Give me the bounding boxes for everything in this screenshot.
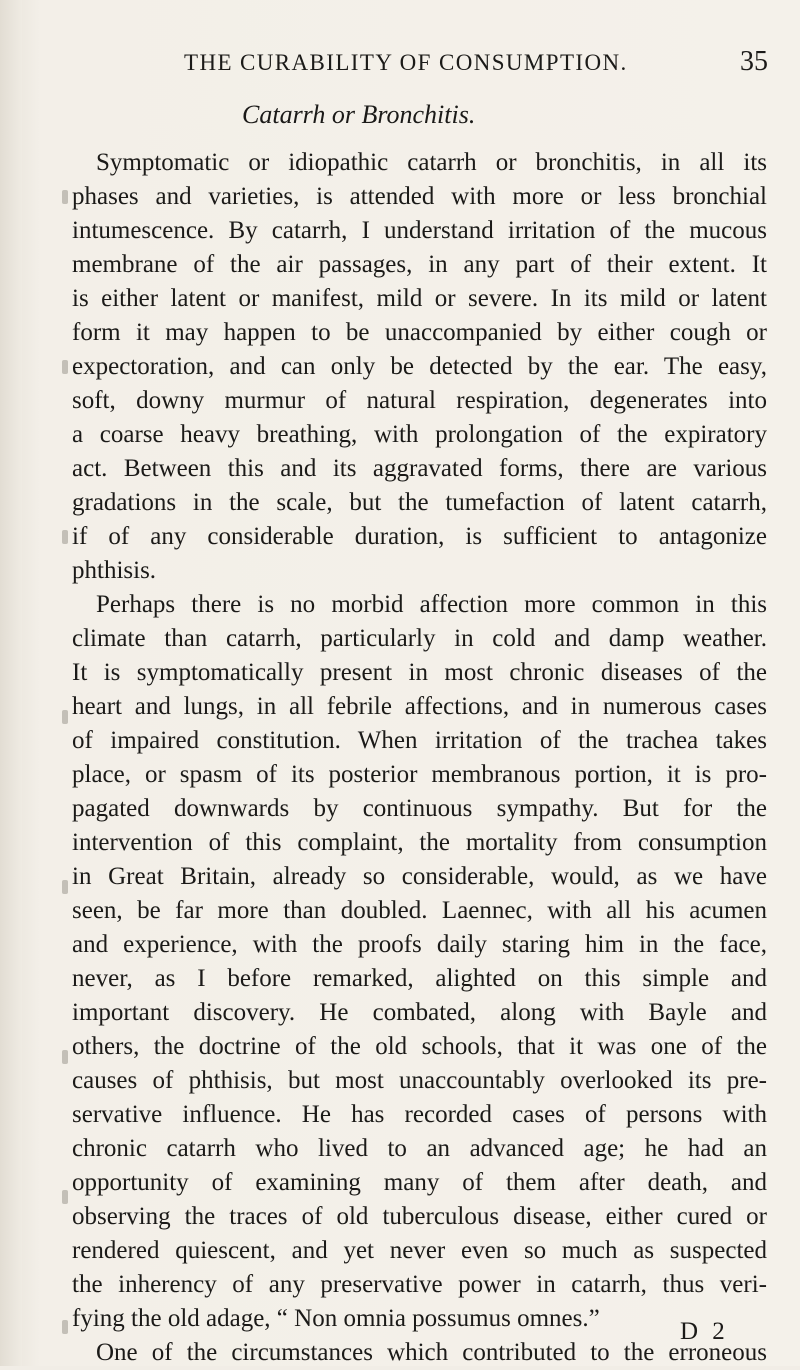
- text-line: observing the traces of old tuberculous disease, either cured or: [72, 1203, 767, 1230]
- page-number: 35: [740, 46, 768, 77]
- text-line: others, the doctrine of the old schools, that it was one of the: [72, 1033, 767, 1060]
- text-line: in Great Britain, already so considerable, would, as we have: [72, 863, 767, 890]
- text-line: a coarse heavy breathing, with prolongation of the expiratory: [72, 421, 767, 448]
- text-line: of impaired constitution. When irritation of the trachea takes: [72, 727, 767, 754]
- text-line: rendered quiescent, and yet never even so much as suspected: [72, 1237, 767, 1264]
- text-line: if of any considerable duration, is sufficient to antagonize: [72, 523, 767, 550]
- text-line: opportunity of examining many of them after death, and: [72, 1169, 767, 1196]
- text-line: membrane of the air passages, in any part of their extent. It: [72, 251, 767, 278]
- binding-edge-marks: [60, 150, 72, 1350]
- text-line: climate than catarrh, particularly in cold and damp weather.: [72, 625, 767, 652]
- text-line: never, as I before remarked, alighted on this simple and: [72, 965, 767, 992]
- signature-mark: D 2: [680, 1318, 729, 1345]
- page-header: [140, 44, 800, 84]
- text-line: causes of phthisis, but most unaccountably overlooked its pre-: [72, 1067, 767, 1094]
- text-line: One of the circumstances which contributed to the erroneous: [96, 1339, 767, 1366]
- text-line: is either latent or manifest, mild or severe. In its mild or latent: [72, 285, 767, 312]
- text-line: important discovery. He combated, along with Bayle and: [72, 999, 767, 1026]
- text-line: phthisis.: [72, 557, 157, 584]
- text-line: intervention of this complaint, the mortality from consumption: [72, 829, 767, 856]
- section-title: Catarrh or Bronchitis.: [242, 100, 476, 129]
- text-line: gradations in the scale, but the tumefaction of latent catarrh,: [72, 489, 767, 516]
- text-line: pagated downwards by continuous sympathy. But for the: [72, 795, 767, 822]
- text-line: fying the old adage, “ Non omnia possumus omnes.”: [72, 1305, 600, 1332]
- text-line: and experience, with the proofs daily staring him in the face,: [72, 931, 767, 958]
- page-gutter-shadow: [0, 0, 22, 1366]
- text-line: form it may happen to be unaccompanied by either cough or: [72, 319, 767, 346]
- text-line: heart and lungs, in all febrile affections, and in numerous cases: [72, 693, 767, 720]
- text-line: chronic catarrh who lived to an advanced age; he had an: [72, 1135, 767, 1162]
- text-line: Perhaps there is no morbid affection more common in this: [96, 591, 767, 618]
- text-line: seen, be far more than doubled. Laennec, with all his acumen: [72, 897, 767, 924]
- text-line: soft, downy murmur of natural respiration, degenerates into: [72, 387, 767, 414]
- text-line: intumescence. By catarrh, I understand irritation of the mucous: [72, 217, 767, 244]
- text-line: It is symptomatically present in most chronic diseases of the: [72, 659, 767, 686]
- text-line: expectoration, and can only be detected by the ear. The easy,: [72, 353, 767, 380]
- text-line: servative influence. He has recorded cases of persons with: [72, 1101, 767, 1128]
- text-line: the inherency of any preservative power in catarrh, thus veri-: [72, 1271, 767, 1298]
- running-title: THE CURABILITY OF CONSUMPTION.: [184, 50, 628, 75]
- text-line: Symptomatic or idiopathic catarrh or bronchitis, in all its: [96, 149, 767, 176]
- text-line: act. Between this and its aggravated forms, there are various: [72, 455, 767, 482]
- text-line: phases and varieties, is attended with more or less bronchial: [72, 183, 767, 210]
- text-line: place, or spasm of its posterior membranous portion, it is pro-: [72, 761, 767, 788]
